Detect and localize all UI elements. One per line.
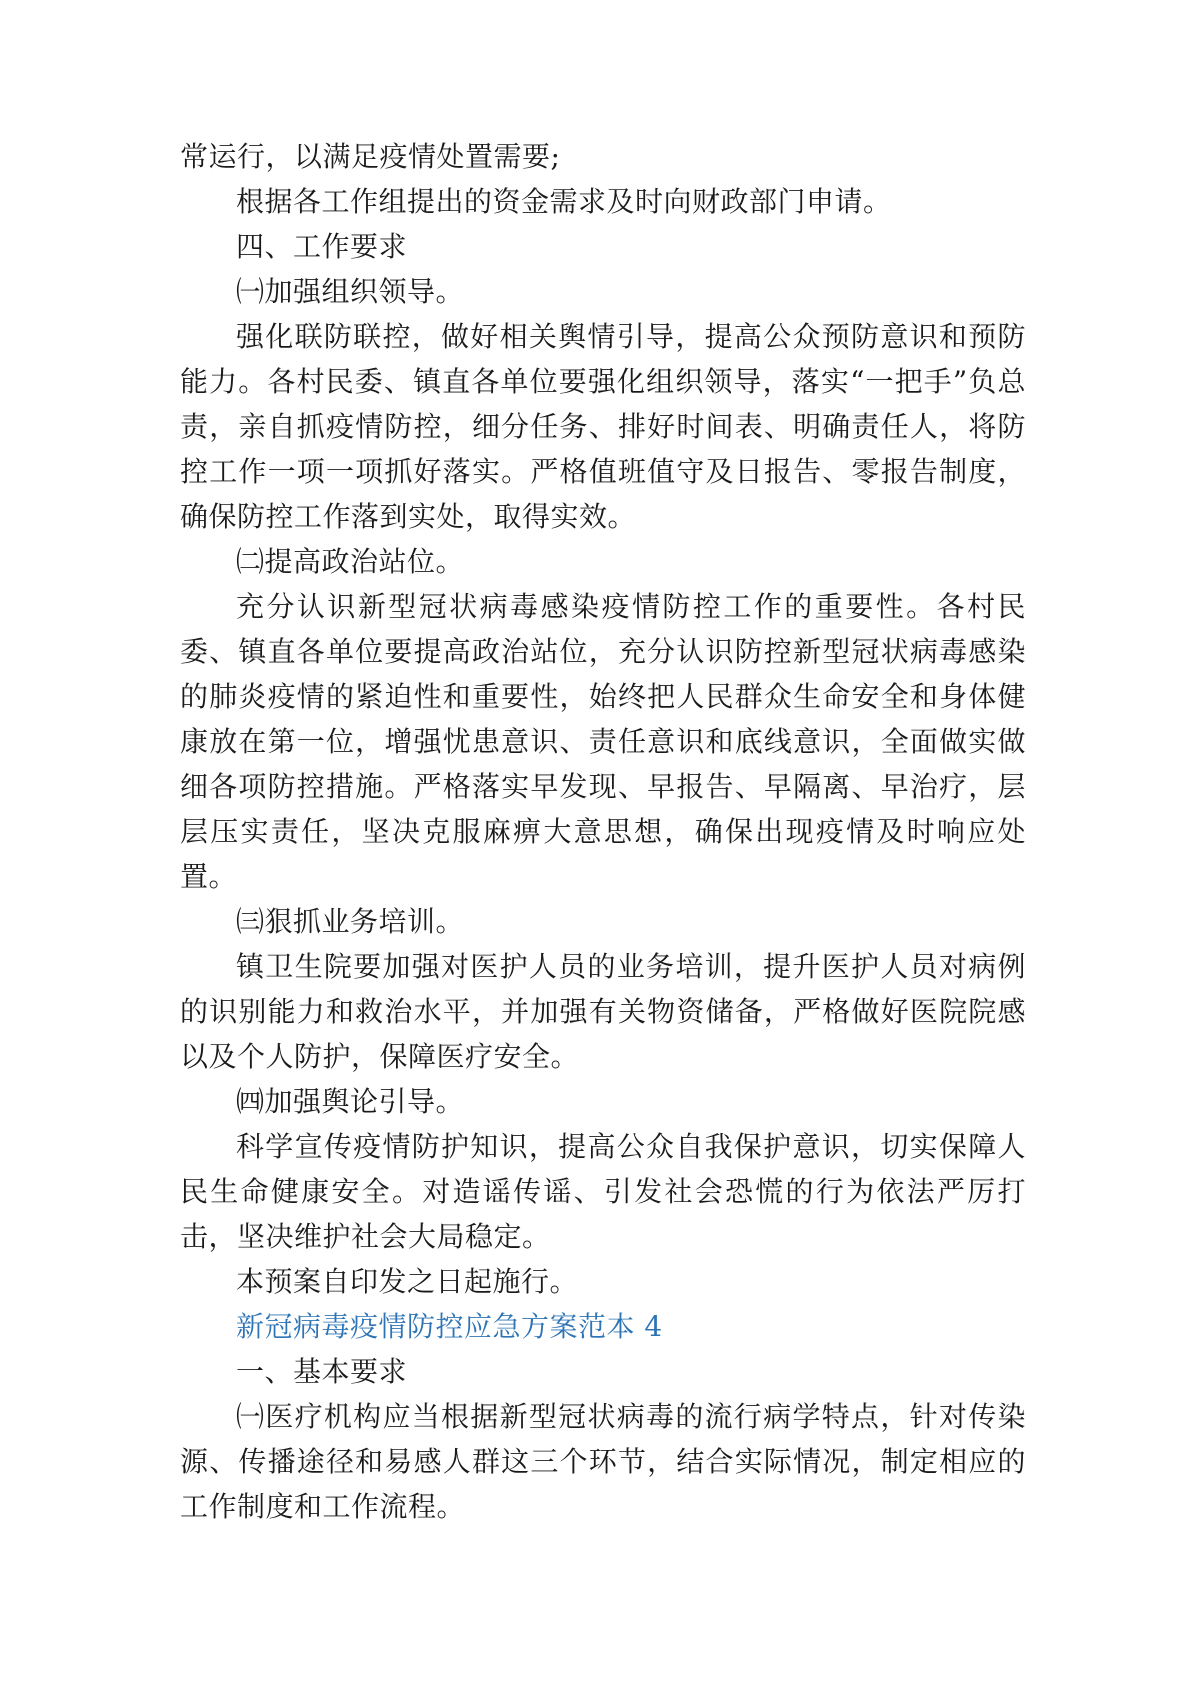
paragraph-funding: 根据各工作组提出的资金需求及时向财政部门申请。 xyxy=(236,185,892,218)
subheading-political-stance: ㈡提高政治站位。 xyxy=(236,545,465,578)
paragraph-effective-date: 本预案自印发之日起施行。 xyxy=(236,1265,579,1298)
template-title-4: 新冠病毒疫情防控应急方案范本 4 xyxy=(236,1310,663,1343)
section-heading-basic-requirements: 一、基本要求 xyxy=(236,1355,408,1388)
paragraph-training: 镇卫生院要加强对医护人员的业务培训，提升医护人员对病例的识别能力和救治水平，并加强有关物资储备，严格做好医院院感以及个人防护，保障医疗安全。 xyxy=(180,950,1026,1073)
section-heading-work-requirements: 四、工作要求 xyxy=(236,230,408,263)
document-body xyxy=(180,134,1026,1529)
paragraph-medical-institutions: ㈠医疗机构应当根据新型冠状病毒的流行病学特点，针对传染源、传播途径和易感人群这三个环节，结合实际情况，制定相应的工作制度和工作流程。 xyxy=(180,1400,1026,1523)
subheading-public-opinion: ㈣加强舆论引导。 xyxy=(236,1085,465,1118)
subheading-organization: ㈠加强组织领导。 xyxy=(236,275,465,308)
subheading-training: ㈢狠抓业务培训。 xyxy=(236,905,465,938)
paragraph-organization: 强化联防联控，做好相关舆情引导，提高公众预防意识和预防能力。各村民委、镇直各单位要强化组织领导，落实“一把手”负总责，亲自抓疫情防控，细分任务、排好时间表、明确责任人，将防控工作一项一项抓好落实。严格值班值守及日报告、零报告制度，确保防控工作落到实处，取得实效。 xyxy=(180,320,1026,533)
paragraph-continuation: 常运行，以满足疫情处置需要; xyxy=(180,140,561,173)
paragraph-public-opinion: 科学宣传疫情防护知识，提高公众自我保护意识，切实保障人民生命健康安全。对造谣传谣、引发社会恐慌的行为依法严厉打击，坚决维护社会大局稳定。 xyxy=(180,1130,1026,1253)
paragraph-political-stance: 充分认识新型冠状病毒感染疫情防控工作的重要性。各村民委、镇直各单位要提高政治站位，充分认识防控新型冠状病毒感染的肺炎疫情的紧迫性和重要性，始终把人民群众生命安全和身体健康放在第一位，增强忧患意识、责任意识和底线意识，全面做实做细各项防控措施。严格落实早发现、早报告、早隔离、早治疗，层层压实责任，坚决克服麻痹大意思想，确保出现疫情及时响应处置。 xyxy=(180,590,1026,893)
